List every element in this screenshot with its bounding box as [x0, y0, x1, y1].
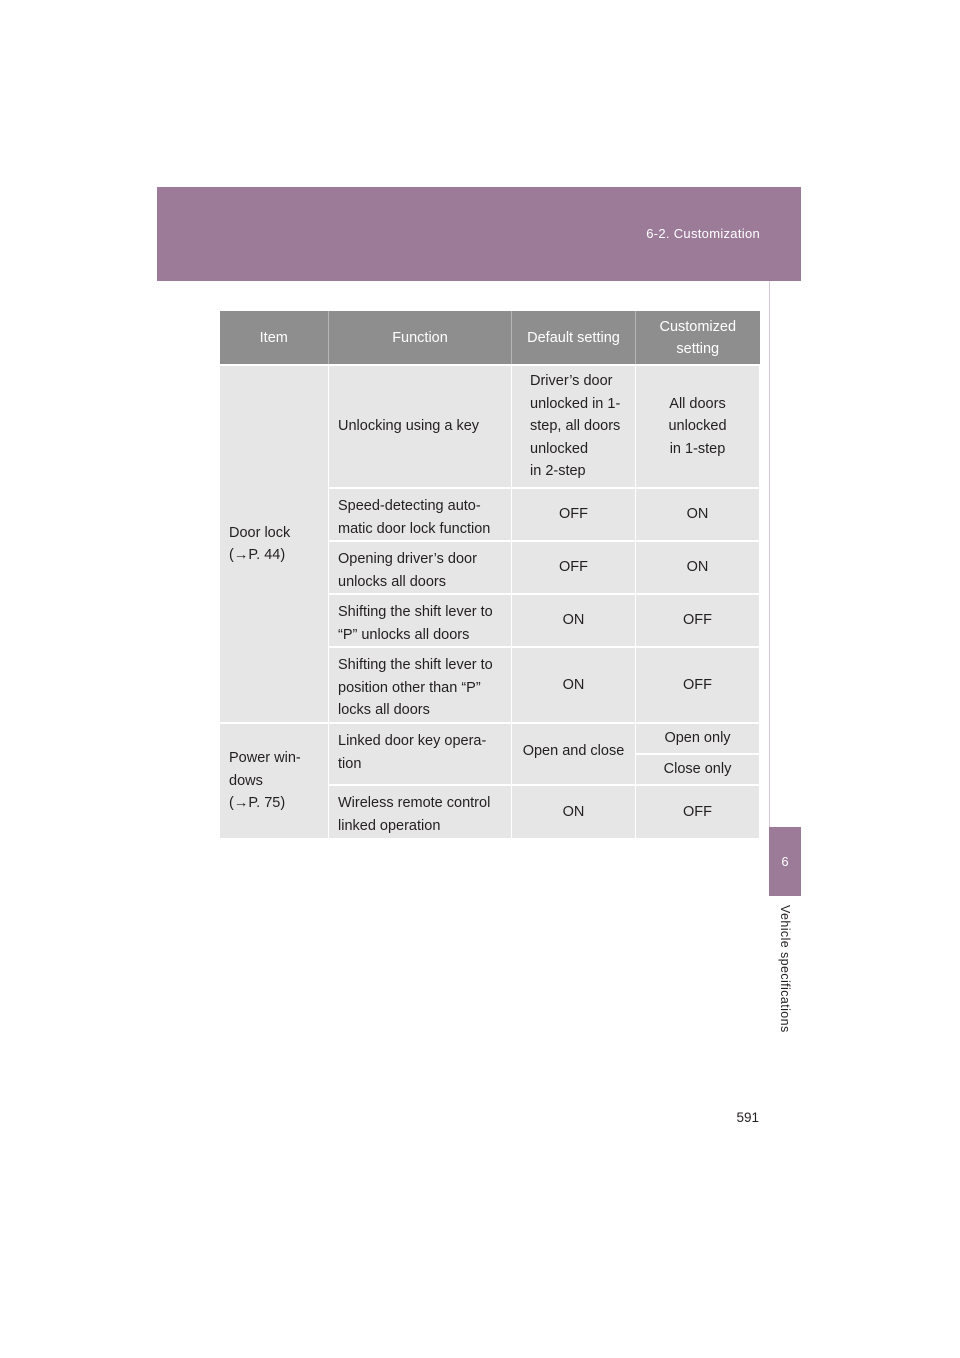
table-header-row: [220, 311, 760, 365]
default-cell: ON: [512, 785, 636, 838]
customized-cell: Open only: [636, 723, 760, 754]
page-number: 591: [736, 1110, 759, 1125]
sidebar-divider: [769, 281, 770, 827]
default-cell: OFF: [512, 488, 636, 541]
default-cell: ON: [512, 647, 636, 723]
customized-cell: Close only: [636, 754, 760, 785]
function-cell: Speed-detecting auto- matic door lock function: [329, 488, 512, 541]
default-cell: Open and close: [512, 723, 636, 785]
function-cell: Shifting the shift lever to position other than “P” locks all doors: [329, 647, 512, 723]
customized-cell: OFF: [636, 785, 760, 838]
customized-cell: All doors unlocked in 1-step: [636, 365, 760, 488]
function-cell: Shifting the shift lever to “P” unlocks all doors: [329, 594, 512, 647]
header-item: Item: [220, 311, 329, 365]
function-cell: Unlocking using a key: [329, 365, 512, 488]
customization-table: [219, 311, 760, 838]
table-row: [220, 723, 760, 754]
customized-cell: OFF: [636, 594, 760, 647]
default-cell: Driver’s door unlocked in 1- step, all doors unlocked in 2-step: [512, 365, 636, 488]
customized-cell: ON: [636, 541, 760, 594]
chapter-number: 6: [781, 854, 789, 869]
customized-cell: OFF: [636, 647, 760, 723]
function-cell: Opening driver’s door unlocks all doors: [329, 541, 512, 594]
section-header-band: [157, 187, 801, 281]
default-cell: OFF: [512, 541, 636, 594]
function-cell: Wireless remote control linked operation: [329, 785, 512, 838]
header-function: Function: [329, 311, 512, 365]
function-cell: Linked door key opera- tion: [329, 723, 512, 785]
customized-cell: ON: [636, 488, 760, 541]
header-customized-setting: Customized setting: [636, 311, 760, 365]
item-door-lock: Door lock (→P. 44): [220, 365, 329, 723]
chapter-title: Vehicle specifications: [778, 905, 792, 1033]
header-default-setting: Default setting: [512, 311, 636, 365]
section-title: 6-2. Customization: [646, 226, 760, 241]
chapter-tab[interactable]: [769, 827, 801, 896]
item-power-windows: Power win- dows (→P. 75): [220, 723, 329, 838]
table-row: [220, 365, 760, 488]
default-cell: ON: [512, 594, 636, 647]
